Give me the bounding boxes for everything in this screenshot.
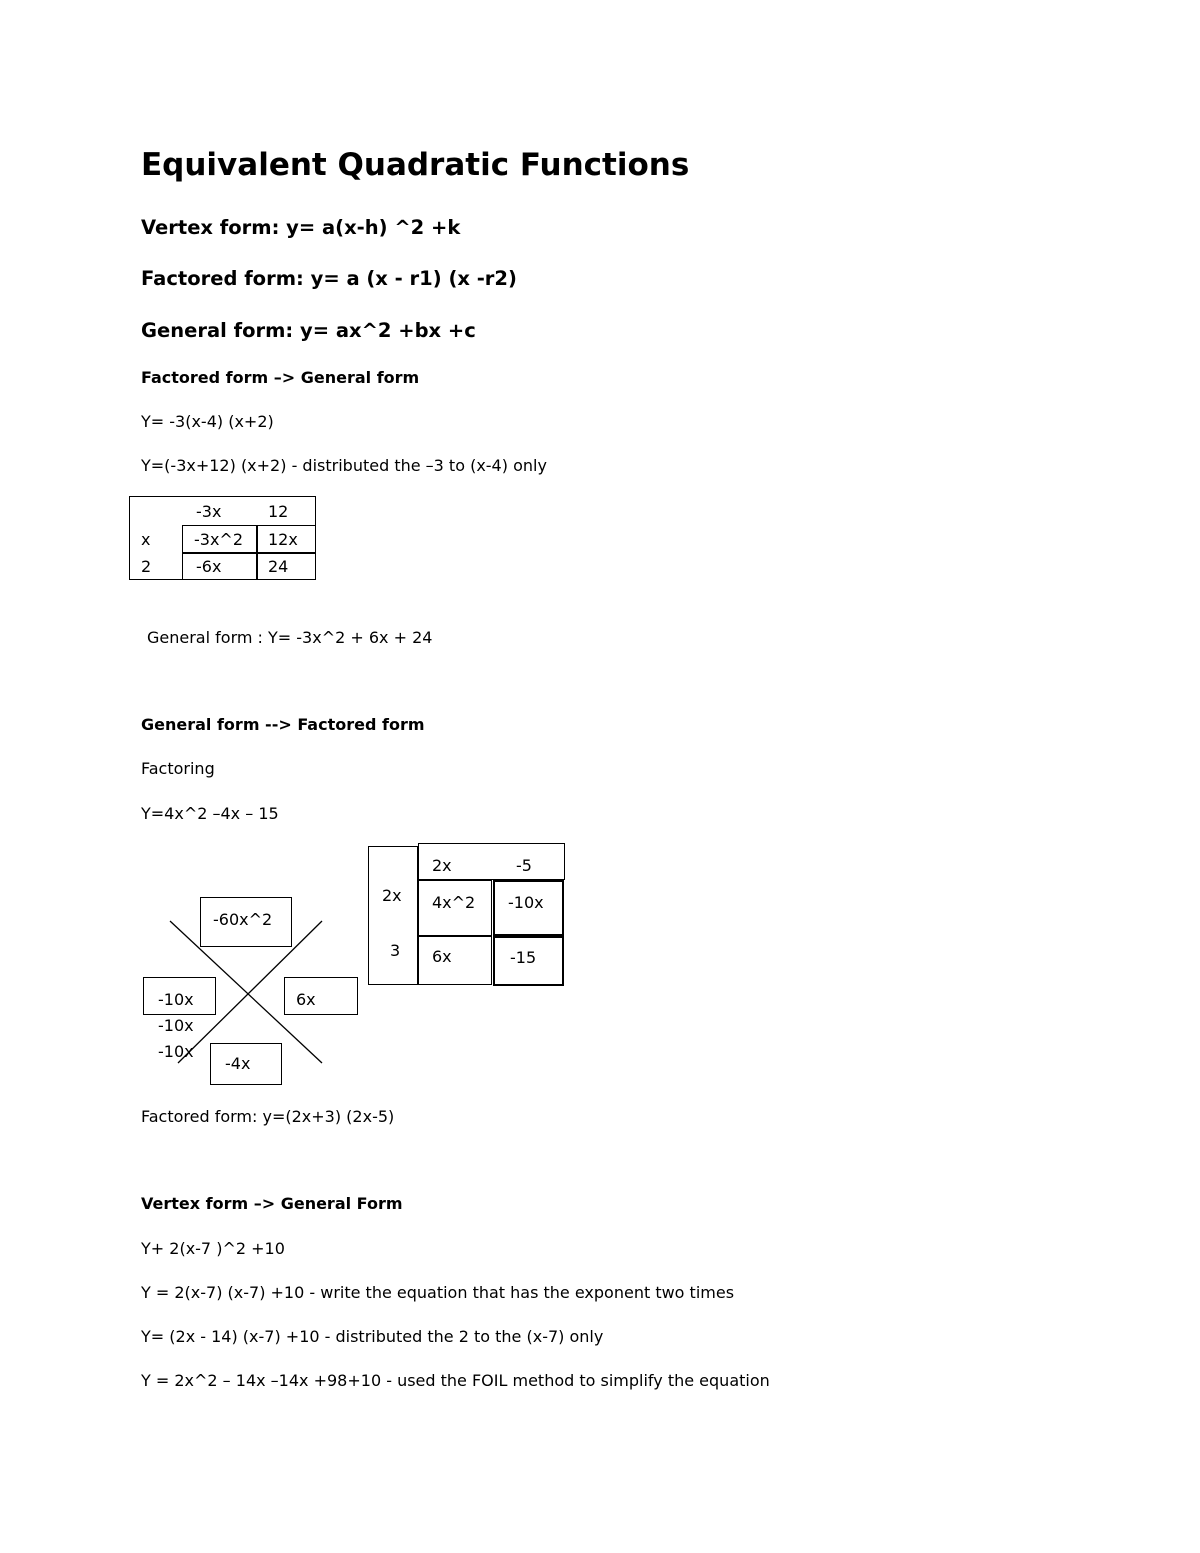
equation-line: Y = 2(x-7) (x-7) +10 - write the equation that has the exponent two times [141, 1283, 735, 1302]
page-title: Equivalent Quadratic Functions [141, 147, 690, 183]
table-column-header: -3x [196, 502, 222, 521]
box-row-header: 2x [382, 886, 402, 905]
equation-line: Y=(-3x+12) (x+2) - distributed the –3 to (x-4) only [141, 456, 547, 475]
x-diagram-left-value: -10x [158, 990, 194, 1009]
equation-line: Y=4x^2 –4x – 15 [141, 804, 279, 823]
box-cell [418, 936, 492, 985]
box-row-header: 3 [390, 941, 401, 960]
equation-line: Y= (2x - 14) (x-7) +10 - distributed the 2 to the (x-7) only [141, 1327, 604, 1346]
x-diagram-right-value: 6x [296, 990, 316, 1009]
general-form-definition: General form: y= ax^2 +bx +c [141, 319, 476, 342]
equation-line: Y = 2x^2 – 14x –14x +98+10 - used the FOIL method to simplify the equation [141, 1371, 770, 1390]
x-diagram-top-value: -60x^2 [213, 910, 273, 929]
table-cell: 24 [268, 557, 289, 576]
box-cell-value: 4x^2 [432, 893, 476, 912]
section-heading-vertex-to-general: Vertex form –> General Form [141, 1194, 403, 1213]
equation-line: Factoring [141, 759, 215, 778]
stray-annotation: -10x [158, 1042, 194, 1061]
factored-form-result: Factored form: y=(2x+3) (2x-5) [141, 1107, 395, 1126]
vertex-form-definition: Vertex form: y= a(x-h) ^2 +k [141, 216, 461, 239]
table-cell: -6x [196, 557, 222, 576]
section-heading-general-to-factored: General form --> Factored form [141, 715, 425, 734]
box-cell-value: 6x [432, 947, 452, 966]
factored-form-definition: Factored form: y= a (x - r1) (x -r2) [141, 267, 517, 290]
table-cell: -3x^2 [194, 530, 244, 549]
stray-annotation: -10x [158, 1016, 194, 1035]
general-form-result: General form : Y= -3x^2 + 6x + 24 [147, 628, 433, 647]
box-cell-value: -15 [510, 948, 537, 967]
box-column-header: -5 [516, 856, 532, 875]
box-cell-value: -10x [508, 893, 544, 912]
x-diagram-bottom-value: -4x [225, 1054, 251, 1073]
table-column-header: 12 [268, 502, 289, 521]
table-cell: 12x [268, 530, 298, 549]
table-row-header: x [141, 530, 151, 549]
table-row-header: 2 [141, 557, 152, 576]
equation-line: Y= -3(x-4) (x+2) [141, 412, 274, 431]
section-heading-factored-to-general: Factored form –> General form [141, 368, 420, 387]
box-column-header: 2x [432, 856, 452, 875]
equation-line: Y+ 2(x-7 )^2 +10 [141, 1239, 285, 1258]
row-header-box [368, 846, 418, 985]
